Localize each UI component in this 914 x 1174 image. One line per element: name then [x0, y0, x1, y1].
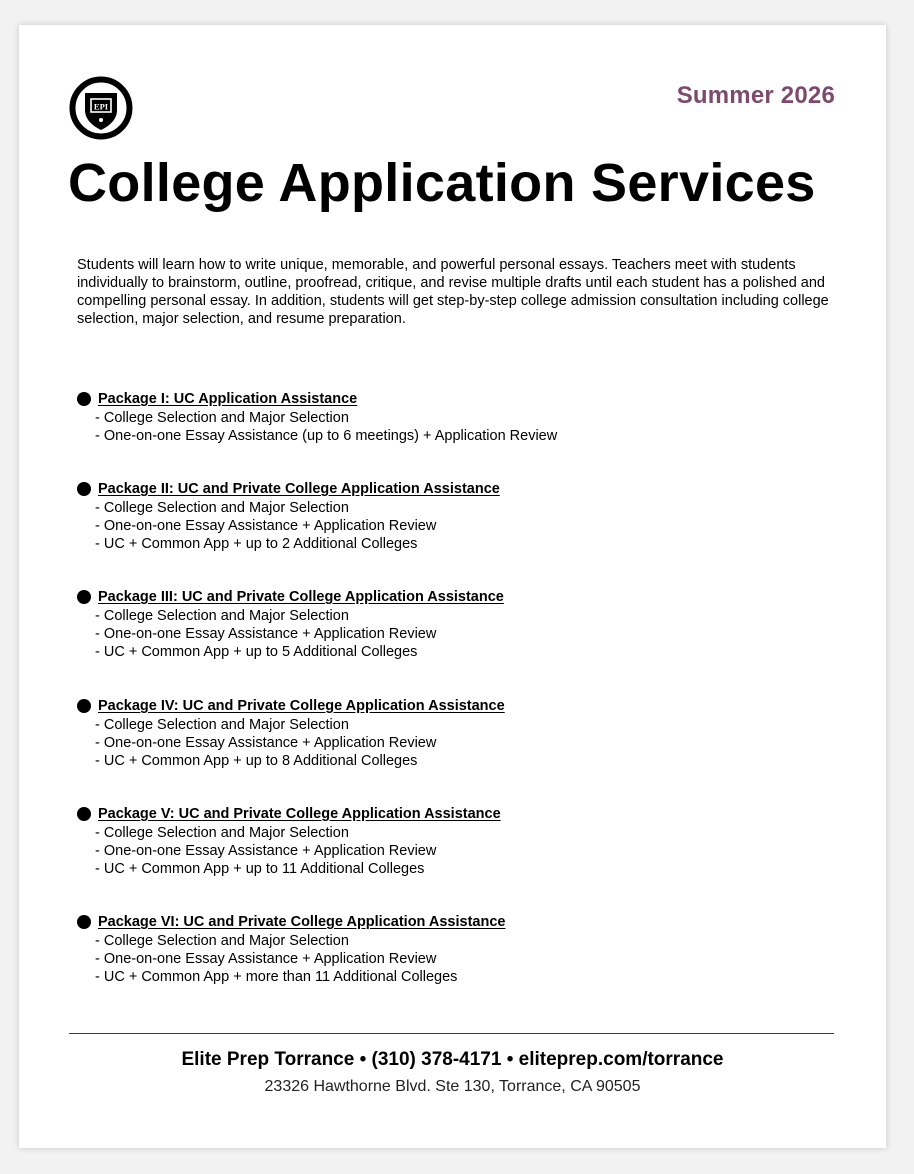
package-feature: - College Selection and Major Selection — [95, 410, 349, 426]
package-item — [77, 479, 837, 553]
shield-crest-icon — [69, 76, 133, 140]
package-item — [77, 696, 837, 770]
package-title: Package II: UC and Private College Application Assistance — [98, 481, 500, 497]
package-features — [77, 716, 837, 770]
footer-contact: Elite Prep Torrance • (310) 378-4171 • eliteprep.com/torrance — [181, 1049, 724, 1070]
package-feature: - College Selection and Major Selection — [95, 500, 349, 516]
bullet-icon — [77, 392, 91, 406]
package-feature: - One-on-one Essay Assistance + Application Review — [95, 843, 437, 859]
package-header — [77, 696, 837, 716]
package-header — [77, 912, 837, 932]
bullet-icon — [77, 807, 91, 821]
bullet-icon — [77, 590, 91, 604]
logo-emblem-text: EPI — [93, 101, 109, 112]
package-header — [77, 804, 837, 824]
package-feature: - UC + Common App + more than 11 Additional Colleges — [95, 969, 458, 985]
bullet-icon — [77, 915, 91, 929]
package-feature: - College Selection and Major Selection — [95, 933, 349, 949]
page-title: College Application Services — [68, 153, 816, 213]
package-feature: - One-on-one Essay Assistance + Application Review — [95, 626, 437, 642]
package-feature: - One-on-one Essay Assistance + Application Review — [95, 518, 437, 534]
package-item — [77, 912, 837, 986]
package-feature: - UC + Common App + up to 5 Additional Colleges — [95, 644, 418, 660]
document-page — [19, 25, 886, 1148]
package-title: Package V: UC and Private College Application Assistance — [98, 806, 501, 822]
package-feature: - One-on-one Essay Assistance + Application Review — [95, 951, 437, 967]
package-feature: - College Selection and Major Selection — [95, 825, 349, 841]
package-item — [77, 389, 837, 445]
package-feature: - One-on-one Essay Assistance + Application Review — [95, 735, 437, 751]
package-feature: - College Selection and Major Selection — [95, 608, 349, 624]
package-features — [77, 607, 837, 661]
package-feature: - UC + Common App + up to 2 Additional Colleges — [95, 536, 418, 552]
package-title: Package VI: UC and Private College Application Assistance — [98, 914, 506, 930]
package-features — [77, 409, 837, 445]
package-feature: - College Selection and Major Selection — [95, 717, 349, 733]
bullet-icon — [77, 699, 91, 713]
bullet-icon — [77, 482, 91, 496]
footer-divider — [69, 1033, 834, 1034]
footer-address: 23326 Hawthorne Blvd. Ste 130, Torrance, CA 90505 — [264, 1078, 641, 1095]
package-header — [77, 479, 837, 499]
package-features — [77, 824, 837, 878]
season-label: Summer 2026 — [676, 82, 835, 109]
package-item — [77, 587, 837, 661]
package-features — [77, 499, 837, 553]
package-feature: - UC + Common App + up to 11 Additional Colleges — [95, 861, 425, 877]
package-feature: - UC + Common App + up to 8 Additional Colleges — [95, 753, 418, 769]
package-item — [77, 804, 837, 878]
package-feature: - One-on-one Essay Assistance (up to 6 meetings) + Application Review — [95, 428, 558, 444]
package-title: Package IV: UC and Private College Application Assistance — [98, 698, 505, 714]
package-header — [77, 587, 837, 607]
package-title: Package III: UC and Private College Application Assistance — [98, 589, 504, 605]
package-header — [77, 389, 837, 409]
intro-paragraph: Students will learn how to write unique, memorable, and powerful personal essays. Teachers meet with students individually to brainstorm, outline, proofread, critique, and revise multiple drafts until each student has a polished and compelling personal essay. In addition, students will get step-by-step college admission consultation including college selection, major selection, and resume preparation. — [77, 257, 829, 327]
package-features — [77, 932, 837, 986]
package-title: Package I: UC Application Assistance — [98, 391, 358, 407]
